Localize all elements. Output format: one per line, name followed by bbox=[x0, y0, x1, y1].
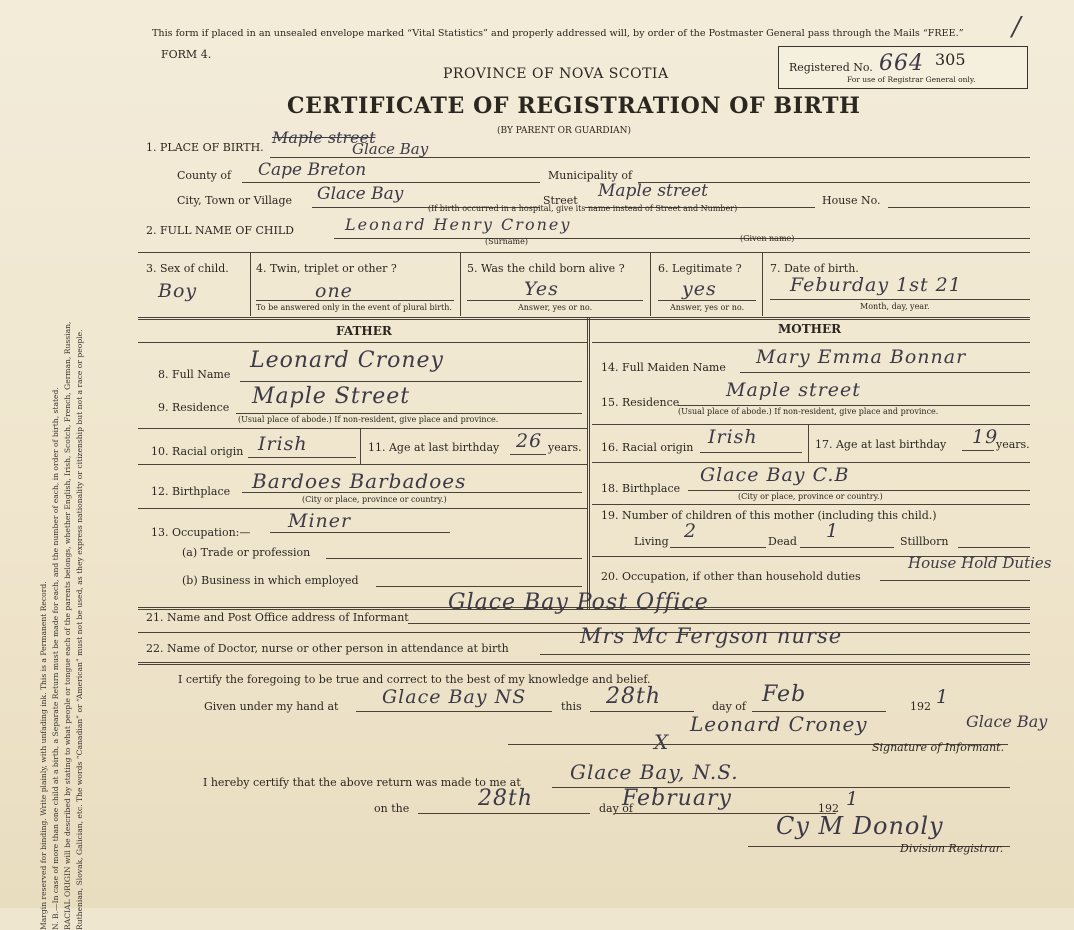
side-note-1: Margin reserved for binding. Write plainly, with unfading ink. This is a Permanent Record. bbox=[39, 581, 48, 930]
mother-race-label: 16. Racial origin bbox=[601, 441, 694, 454]
father-birthplace-label: 12. Birthplace bbox=[151, 485, 231, 498]
mother-residence-note: (Usual place of abode.) If non-resident, give place and province. bbox=[678, 407, 939, 416]
registrar-signature: Cy M Donoly bbox=[776, 812, 944, 840]
father-occupation-value: Miner bbox=[288, 510, 352, 532]
house-number-label: House No. bbox=[822, 194, 881, 207]
given-day-of-label: day of bbox=[712, 700, 747, 713]
signature-of-informant-label: Signature of Informant. bbox=[872, 741, 1005, 754]
father-age-years: years. bbox=[548, 441, 582, 454]
mother-residence-label: 15. Residence bbox=[601, 396, 680, 409]
registrar-statement: I hereby certify that the above return was made to me at bbox=[203, 776, 521, 789]
father-residence-label: 9. Residence bbox=[158, 401, 230, 414]
alive-note: Answer, yes or no. bbox=[518, 303, 593, 312]
mother-occupation-value: House Hold Duties bbox=[908, 554, 1052, 572]
child-name-value: Leonard Henry Croney bbox=[345, 215, 572, 234]
father-age-value: 26 bbox=[516, 430, 543, 452]
hospital-note: (If birth occurred in a hospital, give its name instead of Street and Number) bbox=[428, 204, 738, 213]
child-name-label: 2. FULL NAME OF CHILD bbox=[146, 224, 294, 237]
twin-value: one bbox=[315, 280, 353, 302]
division-registrar-label: Division Registrar. bbox=[900, 842, 1004, 855]
given-year-prefix: 192 bbox=[910, 700, 931, 713]
registrar-day-of-label: day of bbox=[599, 802, 634, 815]
dob-value: Feburday 1st 21 bbox=[790, 274, 962, 296]
side-note-4: Ruthenian, Slovak, Galician, etc. The words “Canadian” or “American” must not be used, as they express nationality or citizenship but not a race or people. bbox=[75, 329, 84, 930]
legitimate-value: yes bbox=[682, 278, 717, 300]
mother-birthplace-value: Glace Bay C.B bbox=[700, 464, 850, 486]
registration-box bbox=[778, 46, 1028, 89]
mother-race-value: Irish bbox=[708, 426, 758, 448]
father-birthplace-value: Bardoes Barbadoes bbox=[252, 469, 467, 493]
father-birthplace-note: (City or place, province or country.) bbox=[302, 495, 447, 504]
mother-age-label: 17. Age at last birthday bbox=[815, 438, 947, 451]
father-occupation-label: 13. Occupation:— bbox=[151, 526, 251, 539]
registrar-on-label: on the bbox=[374, 802, 410, 815]
side-note-2: N. B.—In case of more than one child at a birth, a Separate Return must be made for each, and the number of each, in order of birth, stated. bbox=[51, 387, 60, 930]
father-residence-value: Maple Street bbox=[252, 384, 411, 409]
alive-value: Yes bbox=[524, 278, 559, 300]
side-note-3: RACIAL ORIGIN will be described by stating to what people or tongue each of the parents belongs, whether English, Irish, Scotch, French, German, Russian, bbox=[63, 321, 72, 930]
street-value: Maple street bbox=[598, 181, 708, 201]
surname-note: (Surname) bbox=[485, 237, 528, 246]
given-place-value: Glace Bay NS bbox=[382, 686, 527, 708]
mother-occupation-label: 20. Occupation, if other than household duties bbox=[601, 570, 861, 583]
certify-statement: I certify the foregoing to be true and correct to the best of my knowledge and belief. bbox=[178, 673, 651, 686]
twin-label: 4. Twin, triplet or other ? bbox=[256, 262, 397, 275]
father-race-label: 10. Racial origin bbox=[151, 445, 244, 458]
mother-age-years: years. bbox=[996, 438, 1030, 451]
certificate-title: CERTIFICATE OF REGISTRATION OF BIRTH bbox=[287, 93, 861, 119]
sex-value: Boy bbox=[158, 280, 198, 302]
this-label: this bbox=[561, 700, 582, 713]
province-heading: PROVINCE OF NOVA SCOTIA bbox=[443, 66, 669, 82]
municipality-label: Municipality of bbox=[548, 169, 633, 182]
city-value: Glace Bay bbox=[317, 184, 404, 204]
stillborn-label: Stillborn bbox=[900, 535, 949, 548]
form-number: FORM 4. bbox=[161, 48, 212, 61]
father-heading: FATHER bbox=[336, 324, 392, 338]
place-of-birth-label: 1. PLACE OF BIRTH. bbox=[146, 141, 264, 154]
dob-note: Month, day, year. bbox=[860, 302, 930, 311]
registered-number-handwritten: 664 bbox=[879, 51, 924, 76]
dead-value: 1 bbox=[826, 520, 840, 542]
informant-x-mark: X bbox=[654, 730, 670, 754]
certificate-subtitle: (BY PARENT OR GUARDIAN) bbox=[497, 126, 632, 136]
father-name-value: Leonard Croney bbox=[250, 348, 444, 373]
registered-label: Registered No. bbox=[789, 61, 873, 74]
given-day-value: 28th bbox=[606, 684, 662, 709]
alive-label: 5. Was the child born alive ? bbox=[467, 262, 625, 275]
attendant-value: Mrs Mc Fergson nurse bbox=[580, 624, 843, 648]
registrar-day-value: 28th bbox=[478, 786, 534, 811]
father-business-label: (b) Business in which employed bbox=[182, 574, 359, 587]
side-notes bbox=[38, 30, 86, 930]
registered-number-printed: 305 bbox=[935, 50, 966, 69]
mother-residence-value: Maple street bbox=[726, 379, 861, 401]
corner-check-mark: / bbox=[1012, 12, 1022, 42]
mother-age-value: 19 bbox=[972, 426, 999, 448]
given-under-label: Given under my hand at bbox=[204, 700, 339, 713]
registrar-place-value: Glace Bay, N.S. bbox=[570, 760, 739, 784]
informant-signature-place: Glace Bay bbox=[966, 712, 1048, 731]
legitimate-label: 6. Legitimate ? bbox=[658, 262, 742, 275]
father-race-value: Irish bbox=[258, 433, 308, 455]
father-name-label: 8. Full Name bbox=[158, 368, 231, 381]
mother-name-value: Mary Emma Bonnar bbox=[756, 346, 967, 368]
postal-notice: This form if placed in an unsealed envelope marked “Vital Statistics” and properly addressed will, by order of the Postmaster General pass through the Mails “FREE.” bbox=[152, 28, 964, 39]
street-label: Street bbox=[543, 194, 578, 207]
given-year-value: 1 bbox=[936, 686, 950, 708]
attendant-label: 22. Name of Doctor, nurse or other person in attendance at birth bbox=[146, 642, 509, 655]
registrar-year-value: 1 bbox=[846, 788, 860, 810]
mother-birthplace-note: (City or place, province or country.) bbox=[738, 492, 883, 501]
county-value: Cape Breton bbox=[258, 160, 367, 180]
registrar-year-prefix: 192 bbox=[818, 802, 839, 815]
informant-signature: Leonard Croney bbox=[690, 712, 868, 736]
father-residence-note: (Usual place of abode.) If non-resident, give place and province. bbox=[238, 415, 499, 424]
twin-note: To be answered only in the event of plural birth. bbox=[256, 303, 452, 312]
father-trade-label: (a) Trade or profession bbox=[182, 546, 311, 559]
mother-children-label: 19. Number of children of this mother (including this child.) bbox=[601, 509, 937, 522]
given-month-value: Feb bbox=[762, 682, 807, 707]
place-struck-value: Maple street bbox=[272, 128, 376, 147]
father-age-label: 11. Age at last birthday bbox=[368, 441, 500, 454]
living-label: Living bbox=[634, 535, 669, 548]
dob-label: 7. Date of birth. bbox=[770, 262, 859, 275]
mother-birthplace-label: 18. Birthplace bbox=[601, 482, 681, 495]
legitimate-note: Answer, yes or no. bbox=[670, 303, 745, 312]
informant-value: Glace Bay Post Office bbox=[448, 590, 709, 615]
county-label: County of bbox=[177, 169, 232, 182]
sex-label: 3. Sex of child. bbox=[146, 262, 229, 275]
given-name-note: (Given name) bbox=[740, 234, 795, 243]
place-of-birth-value: Glace Bay bbox=[352, 140, 429, 158]
living-value: 2 bbox=[684, 520, 698, 542]
informant-label: 21. Name and Post Office address of Informant bbox=[146, 611, 409, 624]
city-label: City, Town or Village bbox=[177, 194, 292, 207]
registrar-use-note: For use of Registrar General only. bbox=[847, 75, 976, 84]
registrar-month-value: February bbox=[622, 786, 732, 811]
dead-label: Dead bbox=[768, 535, 797, 548]
mother-name-label: 14. Full Maiden Name bbox=[601, 361, 726, 374]
mother-heading: MOTHER bbox=[778, 322, 842, 336]
